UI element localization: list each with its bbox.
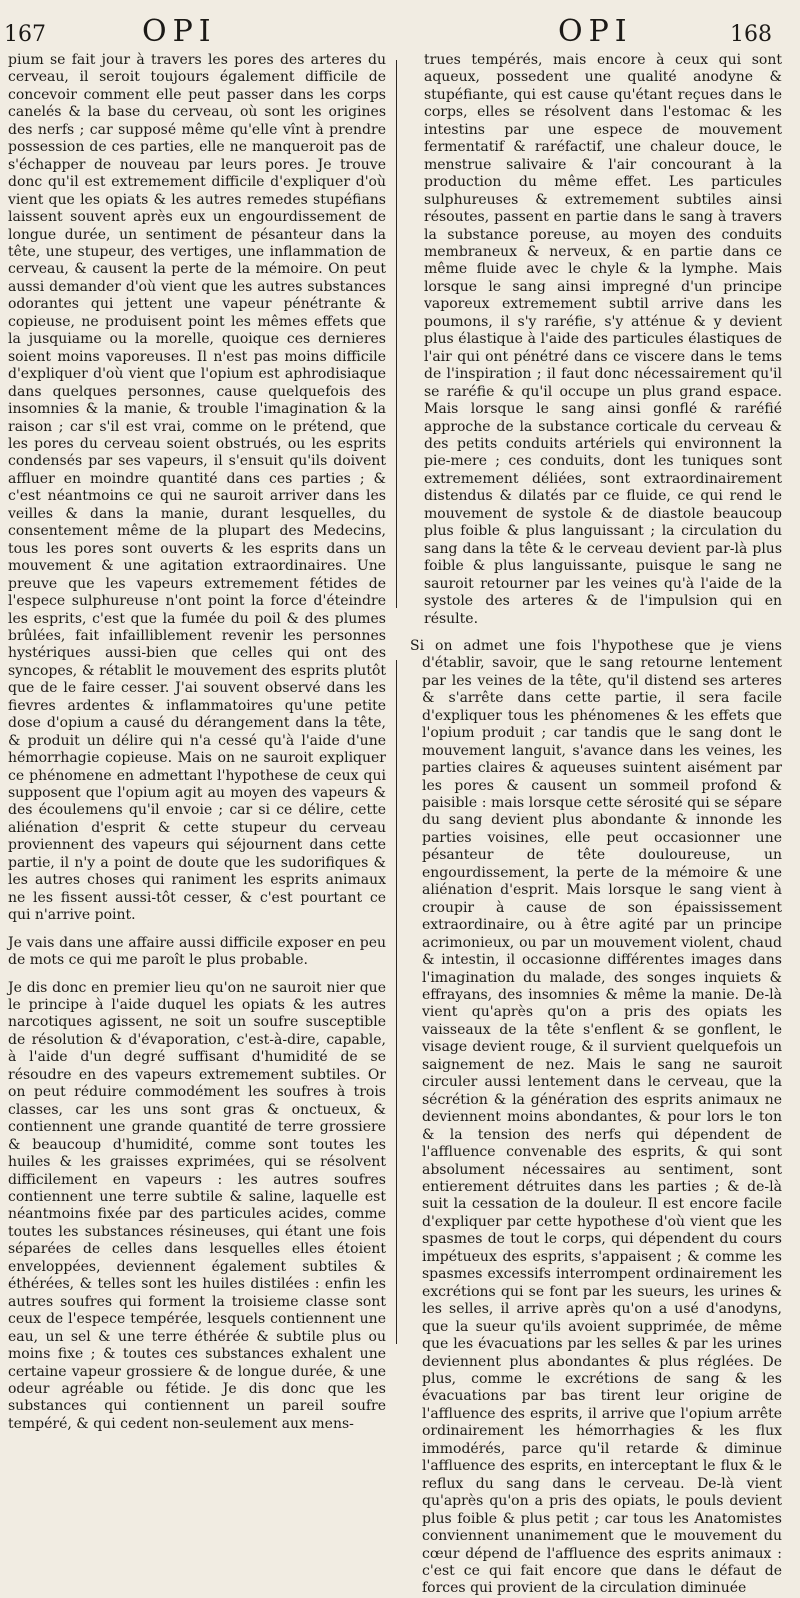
running-head-right: OPI [558,14,633,49]
left-column [8,52,386,1432]
running-head-left: OPI [142,14,217,49]
paragraph: pium se fait jour à travers les pores des arteres du cerveau, il seroit toujours également difficile de concevoir comment elle peut passer dans les corps canelés & la base du cerveau, où sont les origines des nerfs ; car supposé même qu'elle vînt à prendre possession de ces parties, elle ne manqueroit pas de s'échapper de nouveau par leurs pores. Je trouve donc qu'il est extremement difficile d'expliquer d'où vient que les opiats & les autres remedes stupéfians laissent souvent après eux un engourdissement de longue durée, un sentiment de pésanteur dans la tête, une stupeur, des vertiges, une inflammation de cerveau, & causent la perte de la mémoire. On peut aussi demander d'où vient que les autres substances odorantes qui jettent une vapeur pénétrante & copieuse, ne produisent point les mêmes effets que la jusquiame ou la morelle, quoique ces dernieres soient moins vaporeuses. Il n'est pas moins difficile d'expliquer d'où vient que l'opium est aphrodisiaque dans quelques personnes, cause quelquefois des insomnies & la manie, & trouble l'imagination & la raison ; car s'il est vrai, comme on le prétend, que les pores du cerveau soient obstrués, ou les esprits condensés par ses vapeurs, il s'ensuit qu'ils doivent affluer en moindre quantité dans ces parties ; & c'est néantmoins ce qui ne sauroit arriver dans les veilles & dans la manie, durant lesquelles, du consentement même de la plupart des Medecins, tous les pores sont ouverts & les esprits dans un mouvement & une agitation extraordinaires. Une preuve que les vapeurs extremement fétides de l'espece sulphureuse n'ont point la force d'éteindre les esprits, c'est que la fumée du poil & des plumes brûlées, fait infailliblement revenir les personnes hystériques aussi-bien que celles qui ont des syncopes, & rétablit le mouvement des esprits plutôt que de le faire cesser. J'ai souvent observé dans les fievres ardentes & inflammatoires qu'une petite dose d'opium a causé du dérangement dans la tête, & produit un délire qui n'a cessé qu'à l'aide d'une hémorrhagie copieuse. Mais on ne sauroit expliquer ce phénomene en admettant l'hypothese de ceux qui supposent que l'opium agit au moyen des vapeurs & des écoulemens qu'il envoie ; car si ce délire, cette aliénation d'esprit & cette stupeur du cerveau proviennent des vapeurs qui séjournent dans cette partie, il n'y a point de doute que les sudorifiques & les autres choses qui raniment les esprits animaux ne les fissent aussi-tôt cesser, & c'est pourtant ce qui n'arrive point. [8,52,386,924]
paragraph: Si on admet une fois l'hypothese que je viens d'établir, savoir, que le sang retourne lentement par les veines de la tête, qu'il distend ses arteres & s'arrête dans cette partie, il sera facile d'expliquer tous les phénomenes & les effets que l'opium produit ; car tandis que le sang dont le mouvement languit, s'avance dans les veines, les parties claires & aqueuses suintent aisément par les pores & causent un sommeil profond & paisible : mais lorsque cette sérosité qui se sépare du sang devient plus abondante & innonde les parties voisines, elle peut occasionner une pésanteur de tête douloureuse, un engourdissement, la perte de la mémoire & une aliénation d'esprit. Mais lorsque le sang vient à croupir à cause de son épaississement extraordinaire, ou à être agité par un principe acrimonieux, ou par un mouvement violent, chaud & intestin, il occasionne différentes images dans l'imagination du malade, des songes inquiets & effrayans, des insomnies & même la manie. De-là vient qu'après qu'on a pris des opiats les vaisseaux de la tête s'enflent & se gonflent, le visage devient rouge, & il survient quelquefois un saignement de nez. Mais le sang ne sauroit circuler aussi lentement dans le cerveau, que la sécrétion & la génération des esprits animaux ne deviennent moins abondantes, & pour lors le ton & la tension des nerfs qui dépendent de l'affluence convenable des esprits, & qui sont absolument nécessaires au sentiment, sont entierement détruites dans les parties ; & de-là suit la cessation de la douleur. Il est encore facile d'expliquer par cette hypothese d'où vient que les spasmes de tout le corps, qui dépendent du cours impétueux des esprits, s'appaisent ; & comme les spasmes excessifs interrompent ordinairement les excrétions qui se font par les sueurs, les urines & les selles, il arrive après qu'on a usé d'anodyns, que la sueur qu'ils avoient supprimée, de même que les évacuations par les selles & par les urines deviennent plus abondantes & plus réglées. De plus, comme le excrétions de sang & les évacuations par bas tirent leur origine de l'affluence des esprits, il arrive que l'opium arrête ordinairement les hémorrhagies & les flux immodérés, parce qu'il retarde & diminue l'affluence des esprits, en interceptant le flux & le reflux du sang dans le cerveau. De-là vient qu'après qu'on a pris des opiats, le pouls devient plus foible & plus petit ; car tous les Anatomistes conviennent unanimement que le mouvement du cœur dépend de l'affluence des esprits animaux : c'est ce qui fait encore que dans le défaut de forces qui provient de la circulation diminuée [410,637,782,1597]
paragraph: Je vais dans une affaire aussi difficile exposer en peu de mots ce qui me paroît le plus probable. [8,934,386,969]
column-divider [396,60,397,1344]
divider-gap [395,608,398,660]
page-header [0,10,800,54]
paragraph: Je dis donc en premier lieu qu'on ne sauroit nier que le principe à l'aide duquel les opiats & les autres narcotiques agissent, ne soit un soufre susceptible de résolution & d'évaporation, c'est-à-dire, capable, à l'aide d'un degré suffisant d'humidité de se résoudre en des vapeurs extremement subtiles. Or on peut réduire commodément les soufres à trois classes, car les uns sont gras & onctueux, & contiennent une grande quantité de terre grossiere & beaucoup d'humidité, comme sont toutes les huiles & les graisses exprimées, qui se résolvent difficilement en vapeurs : les autres soufres contiennent une terre subtile & saline, laquelle est néantmoins fixée par des particules acides, comme toutes les substances résineuses, qui étant une fois séparées de celles dans lesquelles elles étoient enveloppées, deviennent également subtiles & éthérées, & telles sont les huiles distilées : enfin les autres soufres qui forment la troisieme classe sont ceux de l'espece tempérée, lesquels contiennent une eau, un sel & une terre éthérée & subtile plus ou moins fixe ; & toutes ces substances exhalent une certaine vapeur grossiere & de longue durée, & une odeur agréable ou fétide. Je dis donc que les substances qui contiennent un pareil soufre tempéré, & qui cedent non-seulement aux mens- [8,979,386,1432]
page-number-right: 168 [730,22,772,47]
page-number-left: 167 [4,22,46,47]
paragraph: trues tempérés, mais encore à ceux qui sont aqueux, possedent une qualité anodyne & stupéfiante, qui est cause qu'étant reçues dans le corps, elles se résolvent dans l'estomac & les intestins par une espece de mouvement fermentatif & raréfactif, une chaleur douce, le menstrue salivaire & l'air concourant à la production du même effet. Les particules sulphureuses & extremement subtiles ainsi résoutes, passent en partie dans le sang à travers la substance poreuse, au moyen des conduits membraneux & nerveux, & en partie dans ce même fluide avec le chyle & la lymphe. Mais lorsque le sang ainsi impregné d'un principe vaporeux extremement subtil arrive dans les poumons, il s'y raréfie, s'y atténue & y devient plus élastique à l'aide des particules élastiques de l'air qui ont pénétré dans ce viscere dans le tems de l'inspiration ; il faut donc nécessairement qu'il se raréfie & qu'il occupe un plus grand espace. Mais lorsque le sang ainsi gonflé & raréfié approche de la substance corticale du cerveau & des petits conduits artériels qui environnent la pie-mere ; ces conduits, dont les tuniques sont extremement déliées, sont extraordinairement distendus & dilatés par ce fluide, ce qui rend le mouvement de systole & de diastole beaucoup plus foible & plus languissant ; la circulation du sang dans la tête & le cerveau devient par-là plus foible & plus languissante, puisque le sang ne sauroit retourner par les veines qu'à l'aide de la systole des arteres & de l'impulsion qui en résulte. [424,52,782,627]
right-column [410,52,782,1597]
